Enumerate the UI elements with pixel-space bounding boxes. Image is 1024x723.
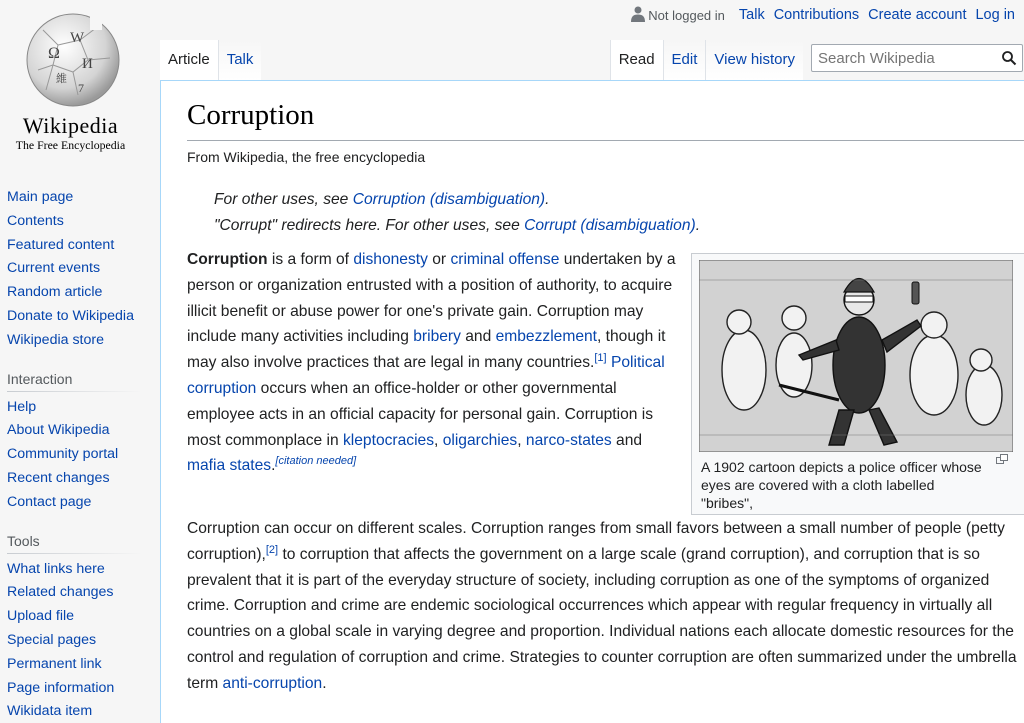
sidebar-item-donate[interactable]: Donate to Wikipedia: [7, 307, 134, 324]
not-logged-in-label: Not logged in: [648, 7, 725, 23]
search-input[interactable]: [818, 50, 998, 67]
text: Corruption can occur on different scales. Corruption ranges from small favors between a small number of people (petty corruption),: [187, 520, 1005, 563]
sidebar-item-related-changes[interactable]: Related changes: [7, 584, 114, 601]
sidebar-item-store[interactable]: Wikipedia store: [7, 331, 104, 348]
sidebar-item-special-pages[interactable]: Special pages: [7, 631, 97, 648]
sidebar-item-main-page[interactable]: Main page: [7, 189, 74, 205]
user-icon: [631, 6, 645, 22]
text: .: [271, 457, 276, 475]
sidebar-item-contact-page[interactable]: Contact page: [7, 493, 92, 510]
reference-2-link[interactable]: [2]: [265, 543, 279, 556]
text: , though it may also involve practices that are legal in many countries.: [187, 328, 666, 372]
interaction-divider: [7, 391, 142, 392]
sidebar-item-page-information[interactable]: Page information: [7, 679, 115, 696]
text: ,: [434, 431, 443, 449]
mafia-states-link[interactable]: mafia states: [187, 457, 272, 475]
puzzle-globe-icon: [18, 10, 128, 110]
sidebar: [0, 186, 160, 723]
text: .: [322, 674, 327, 692]
hatnote-text: .: [695, 217, 701, 234]
hatnote-text: "Corrupt" redirects here. For other uses, see: [214, 217, 525, 234]
magnify-icon[interactable]: [996, 454, 1008, 464]
tools-divider: [7, 553, 142, 554]
kleptocracies-link[interactable]: kleptocracies: [343, 431, 435, 449]
thumbnail: [691, 253, 1024, 515]
navigation-menu: [0, 186, 160, 353]
bold-term: Corruption: [187, 251, 268, 268]
text: or: [427, 251, 451, 268]
view-tabs: [610, 40, 1024, 80]
text: and: [460, 328, 496, 346]
wikipedia-logo[interactable]: [0, 0, 160, 160]
text: undertaken by a person or organization entrusted with a position of authority, to acquire illicit benefit or abuse power for one's private gain. Corruption may include many activities including: [187, 251, 676, 346]
thumbnail-caption: A 1902 cartoon depicts a police officer whose eyes are covered with a cloth labelled "bribes",: [701, 459, 982, 511]
sidebar-item-featured-content[interactable]: Featured content: [7, 236, 115, 253]
interaction-heading: Interaction: [7, 370, 73, 387]
sidebar-item-community-portal[interactable]: Community portal: [7, 446, 119, 463]
tagline: The Free Encyclopedia: [15, 138, 126, 152]
sidebar-item-help[interactable]: Help: [7, 398, 37, 415]
wordmark: [8, 113, 133, 139]
sidebar-item-upload-file[interactable]: Upload file: [7, 608, 75, 625]
contributions-link[interactable]: Contributions: [773, 7, 860, 23]
sidebar-item-permanent-link[interactable]: Permanent link: [7, 655, 102, 672]
anti-corruption-link[interactable]: anti-corruption: [222, 674, 323, 692]
hatnote-redirect: [214, 217, 700, 235]
globe-glyph-wei: 維: [56, 72, 67, 85]
talk-link[interactable]: Talk: [738, 7, 765, 23]
corruption-disambiguation-link[interactable]: Corruption (disambiguation): [352, 191, 546, 208]
globe-glyph-i: И: [82, 56, 93, 72]
body-paragraph: [187, 516, 1019, 697]
tab-edit[interactable]: Edit: [663, 40, 706, 80]
tab-talk[interactable]: Talk: [218, 40, 262, 80]
text: and: [611, 431, 643, 449]
oligarchies-link[interactable]: oligarchies: [442, 431, 518, 449]
cartoon-image[interactable]: [699, 260, 1013, 452]
lead-paragraph: [187, 247, 677, 479]
hatnote-disambiguation: [214, 191, 549, 209]
text: is a form of: [267, 251, 354, 268]
tab-article[interactable]: Article: [160, 40, 218, 80]
reference-1-link[interactable]: [1]: [594, 352, 607, 365]
search-icon[interactable]: [1001, 50, 1017, 66]
tools-menu: [0, 558, 160, 723]
hatnote-text: .: [545, 191, 550, 208]
globe-glyph-w: W: [70, 30, 85, 46]
content-area: [160, 80, 1024, 723]
corrupt-disambiguation-link[interactable]: Corrupt (disambiguation): [524, 217, 696, 234]
text: to corruption that affects the government on a large scale (grand corruption), and corruption that is so prevalent that it is part of the everyday structure of society, including corruption as one of the symptoms of organized crime. Corruption and crime are endemic sociological occurrences which appear with regular frequency in virtually all countries on a global scale in varying degree and proportion. Individual nations each allocate domestic resources for the control and regulation of corruption and crime. Strategies to counter corruption are often summarized under the umbrella term: [187, 545, 1017, 692]
globe-glyph-seven: 7: [78, 81, 84, 95]
personal-tools: [631, 4, 1024, 26]
namespace-tabs: [160, 40, 261, 80]
page-title: Corruption: [187, 99, 315, 131]
embezzlement-link[interactable]: embezzlement: [495, 328, 597, 346]
tab-view-history[interactable]: View history: [705, 40, 803, 80]
sidebar-item-what-links-here[interactable]: What links here: [7, 560, 105, 577]
political-corruption-link[interactable]: Political corruption: [187, 354, 665, 397]
search-box: [811, 44, 1023, 72]
citation-needed-link[interactable]: [citation needed]: [275, 455, 357, 468]
text: ,: [517, 431, 526, 449]
narco-states-link[interactable]: narco-states: [525, 431, 612, 449]
tools-heading: Tools: [7, 532, 40, 549]
site-subtitle: From Wikipedia, the free encyclopedia: [187, 149, 426, 165]
sidebar-item-wikidata-item[interactable]: Wikidata item: [7, 703, 93, 720]
sidebar-item-recent-changes[interactable]: Recent changes: [7, 469, 110, 486]
criminal-offense-link[interactable]: criminal offense: [450, 251, 560, 268]
sidebar-item-contents[interactable]: Contents: [7, 212, 64, 229]
interaction-menu: [0, 396, 160, 515]
sidebar-item-about[interactable]: About Wikipedia: [7, 422, 110, 439]
sidebar-item-current-events[interactable]: Current events: [7, 260, 101, 277]
hatnote-text: For other uses, see: [214, 191, 353, 208]
globe-glyph-omega: Ω: [48, 45, 60, 62]
bribery-link[interactable]: bribery: [413, 328, 461, 346]
title-divider: [187, 140, 1024, 141]
tab-read[interactable]: Read: [610, 40, 663, 80]
dishonesty-link[interactable]: dishonesty: [353, 251, 428, 268]
sidebar-item-random-article[interactable]: Random article: [7, 284, 103, 301]
text: occurs when an office-holder or other governmental employee acts in an official capacity for personal gain. Corruption is most commonplace in: [187, 379, 654, 449]
create-account-link[interactable]: Create account: [868, 7, 967, 23]
log-in-link[interactable]: Log in: [975, 7, 1015, 23]
wordmark-text: Wikipedia: [22, 113, 119, 138]
